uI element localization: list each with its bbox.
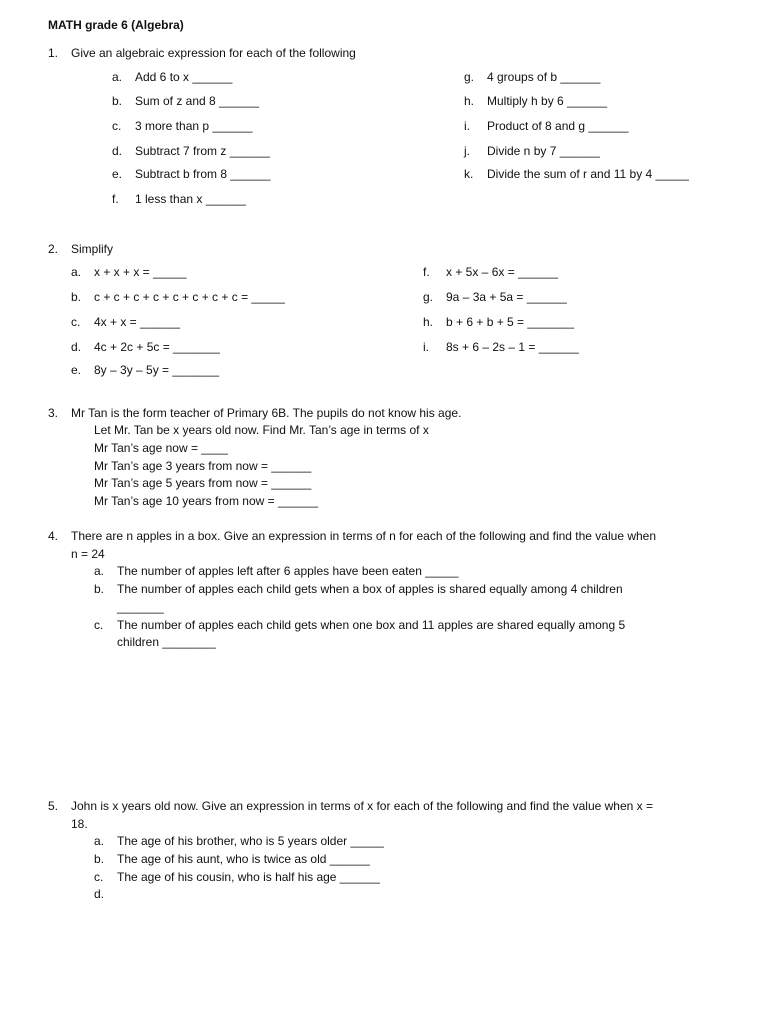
question-number: 1. [48, 46, 59, 60]
question-line: Mr Tan’s age 3 years from now = ______ [94, 459, 312, 473]
item-label: d. [71, 340, 82, 354]
item-text: c + c + c + c + c + c + c + c = _____ [94, 290, 285, 304]
item-label: c. [94, 618, 104, 632]
question-prompt: Mr Tan is the form teacher of Primary 6B. The pupils do not know his age. [71, 406, 462, 420]
item-label: a. [94, 834, 105, 848]
item-text: Sum of z and 8 ______ [135, 94, 260, 108]
item-text-continued: children ________ [117, 635, 216, 649]
question-prompt-continued: 18. [71, 817, 88, 831]
item-text: 9a – 3a + 5a = ______ [446, 290, 567, 304]
item-text: Product of 8 and g ______ [487, 119, 629, 133]
item-text: 4 groups of b ______ [487, 70, 601, 84]
item-label: f. [423, 265, 430, 279]
question-prompt: Simplify [71, 242, 114, 256]
item-label: f. [112, 192, 119, 206]
item-label: e. [112, 167, 123, 181]
item-text: b + 6 + b + 5 = _______ [446, 315, 575, 329]
item-label: k. [464, 167, 474, 181]
item-label: d. [94, 887, 105, 901]
question-line: Mr Tan’s age 5 years from now = ______ [94, 476, 312, 490]
item-label: c. [112, 119, 122, 133]
item-text: Divide the sum of r and 11 by 4 _____ [487, 167, 689, 181]
item-text: Subtract 7 from z ______ [135, 144, 270, 158]
item-text: 8s + 6 – 2s – 1 = ______ [446, 340, 579, 354]
question-number: 5. [48, 799, 59, 813]
item-text: The number of apples left after 6 apples have been eaten _____ [117, 564, 459, 578]
item-label: b. [112, 94, 123, 108]
question-prompt: Give an algebraic expression for each of the following [71, 46, 356, 60]
item-label: b. [71, 290, 82, 304]
item-label: b. [94, 852, 105, 866]
item-label: b. [94, 582, 105, 596]
item-label: i. [464, 119, 470, 133]
question-number: 3. [48, 406, 59, 420]
item-text: 4c + 2c + 5c = _______ [94, 340, 220, 354]
question-prompt: There are n apples in a box. Give an expression in terms of n for each of the following and find the value when [71, 529, 657, 543]
item-text: x + x + x = _____ [94, 265, 187, 279]
item-text: Add 6 to x ______ [135, 70, 233, 84]
question-number: 2. [48, 242, 59, 256]
question-number: 4. [48, 529, 59, 543]
item-label: j. [464, 144, 470, 158]
item-label: h. [423, 315, 434, 329]
item-text: x + 5x – 6x = ______ [446, 265, 559, 279]
item-text: The number of apples each child gets when one box and 11 apples are shared equally among 5 [117, 618, 626, 632]
item-label: c. [71, 315, 81, 329]
item-label: g. [464, 70, 475, 84]
question-prompt: John is x years old now. Give an expression in terms of x for each of the following and find the value when x = [71, 799, 653, 813]
item-label: c. [94, 870, 104, 884]
item-label: e. [71, 363, 82, 377]
item-label: a. [71, 265, 82, 279]
item-text: Divide n by 7 ______ [487, 144, 600, 158]
item-text: The age of his brother, who is 5 years older _____ [117, 834, 384, 848]
item-text: 8y – 3y – 5y = _______ [94, 363, 220, 377]
item-text: The age of his aunt, who is twice as old ______ [117, 852, 370, 866]
question-line: Mr Tan’s age 10 years from now = ______ [94, 494, 319, 508]
item-text: The number of apples each child gets when a box of apples is shared equally among 4 children [117, 582, 623, 596]
item-text: The age of his cousin, who is half his age ______ [117, 870, 380, 884]
item-label: g. [423, 290, 434, 304]
item-text-continued: _______ [117, 600, 164, 614]
item-label: d. [112, 144, 123, 158]
question-line: Mr Tan’s age now = ____ [94, 441, 228, 455]
item-text: 1 less than x ______ [135, 192, 246, 206]
question-line: Let Mr. Tan be x years old now. Find Mr. Tan’s age in terms of x [94, 423, 429, 437]
item-text: Subtract b from 8 ______ [135, 167, 271, 181]
page-title: MATH grade 6 (Algebra) [48, 18, 184, 32]
item-text: 4x + x = ______ [94, 315, 181, 329]
item-label: i. [423, 340, 429, 354]
item-text: 3 more than p ______ [135, 119, 253, 133]
item-label: h. [464, 94, 475, 108]
item-text: Multiply h by 6 ______ [487, 94, 608, 108]
item-label: a. [94, 564, 105, 578]
question-prompt-continued: n = 24 [71, 547, 105, 561]
item-label: a. [112, 70, 123, 84]
